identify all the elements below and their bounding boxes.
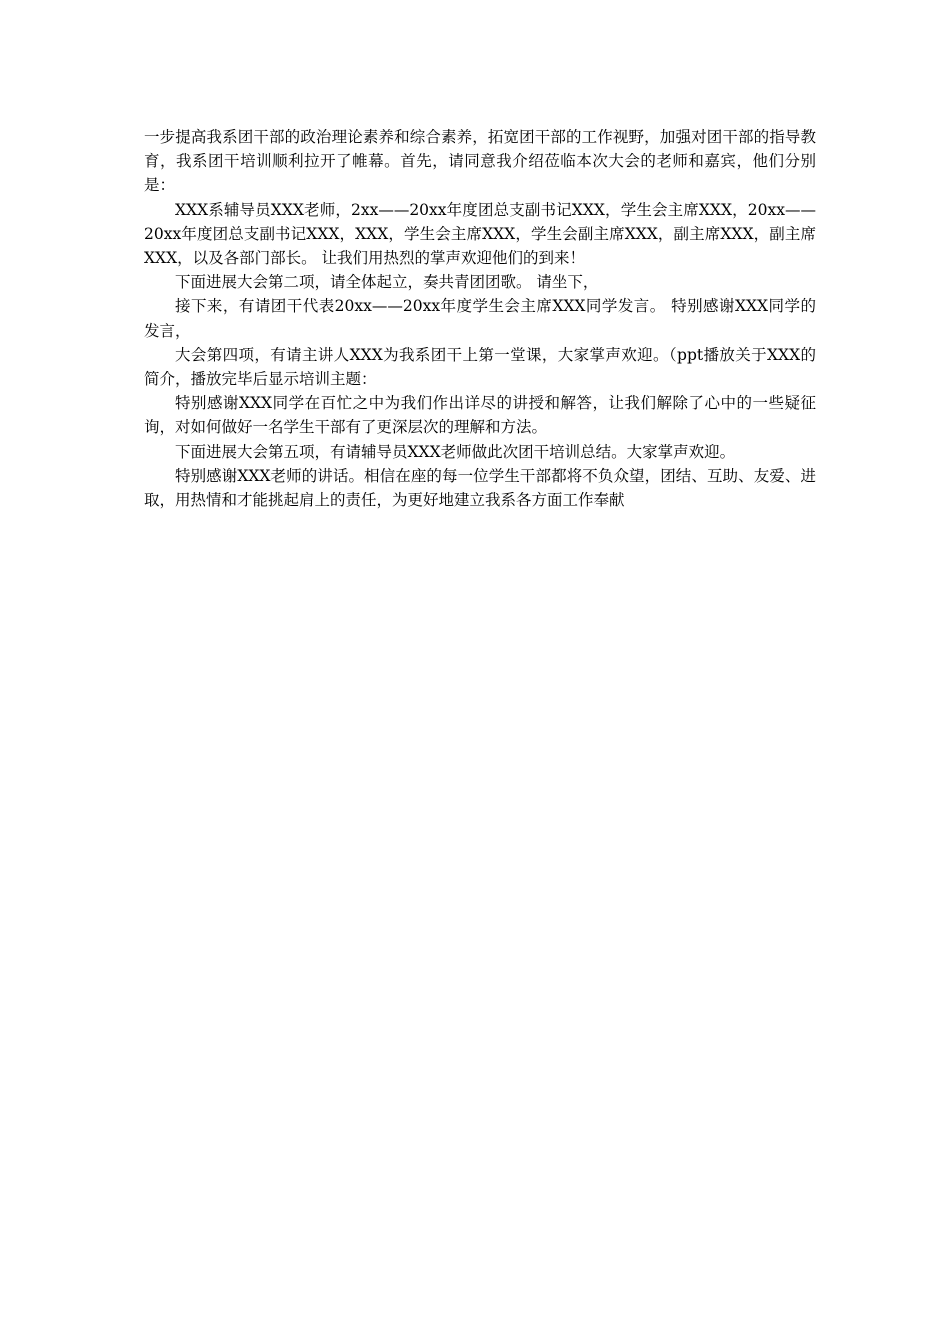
document-body (144, 125, 816, 512)
paragraph-closing: 特别感谢XXX老师的讲话。相信在座的每一位学生干部都将不负众望，团结、互助、友爱、进取，用热情和才能挑起肩上的责任，为更好地建立我系各方面工作奉献 (144, 466, 816, 510)
paragraph-intro: 一步提高我系团干部的政治理论素养和综合素养，拓宽团干部的工作视野，加强对团干部的指导教育，我系团干培训顺利拉开了帷幕。首先，请同意我介绍莅临本次大会的老师和嘉宾，他们分别是： (144, 128, 816, 195)
paragraph-item-two: 下面进展大会第二项，请全体起立，奏共青团团歌。 请坐下， (175, 273, 599, 292)
paragraph-speaker: 接下来，有请团干代表20xx——20xx年度学生会主席XXX同学发言。 特别感谢XXX同学的发言， (144, 297, 816, 340)
paragraph-item-five: 下面进展大会第五项，有请辅导员XXX老师做此次团干培训总结。大家掌声欢迎。 (175, 442, 736, 461)
paragraph-guests: XXX系辅导员XXX老师，2xx——20xx年度团总支副书记XXX，学生会主席XXX，20xx——20xx年度团总支副书记XXX，XXX，学生会主席XXX，学生会副主席XXX，副主席XXX，副主席XXX，以及各部门部长。 让我们用热烈的掌声欢迎他们的到来！ (144, 200, 816, 268)
paragraph-thanks-lecture: 特别感谢XXX同学在百忙之中为我们作出详尽的讲授和解答，让我们解除了心中的一些疑征询，对如何做好一名学生干部有了更深层次的理解和方法。 (144, 394, 816, 437)
paragraph-item-four: 大会第四项，有请主讲人XXX为我系团干上第一堂课，大家掌声欢迎。（ppt播放关于XXX的简介，播放完毕后显示培训主题： (144, 345, 816, 389)
